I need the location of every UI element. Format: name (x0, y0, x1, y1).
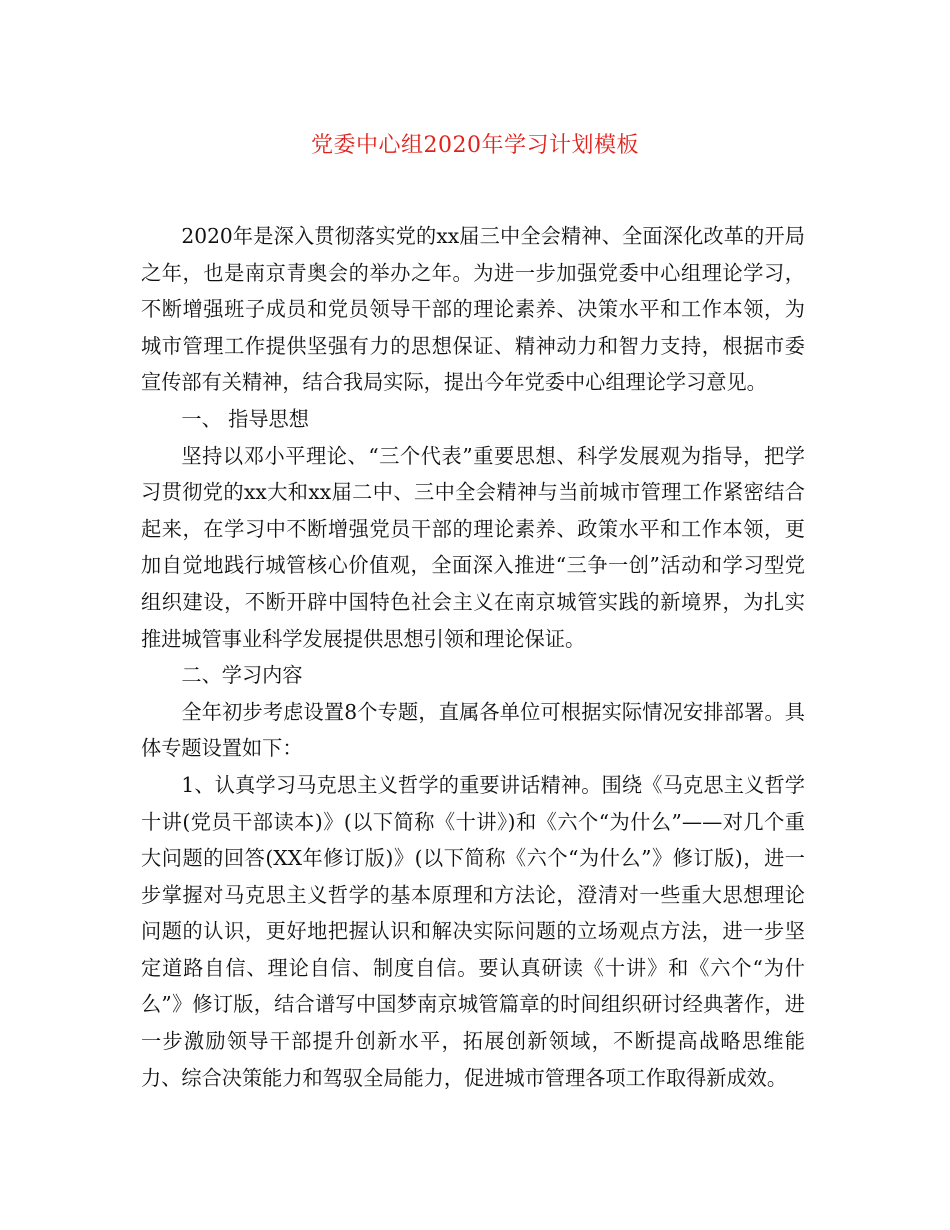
paragraph-topic-1: 1、认真学习马克思主义哲学的重要讲话精神。围绕《马克思主义哲学十讲(党员干部读本)》(以下简称《十讲》)和《六个“为什么”——对几个重大问题的回答(XX年修订版)》(以下简称《六个“为什么”》修订版)，进一步掌握对马克思主义哲学的基本原理和方法论，澄清对一些重大思想理论问题的认识，更好地把握认识和解决实际问题的立场观点方法，进一步坚定道路自信、理论自信、制度自信。要认真研读《十讲》和《六个“为什么”》修订版，结合谱写中国梦南京城管篇章的时间组织研讨经典著作，进一步激励领导干部提升创新水平，拓展创新领域，不断提高战略思维能力、综合决策能力和驾驭全局能力，促进城市管理各项工作取得新成效。 (141, 772, 805, 1090)
paragraph-guiding-thought: 坚持以邓小平理论、“三个代表”重要思想、科学发展观为指导，把学习贯彻党的xx大和xx届二中、三中全会精神与当前城市管理工作紧密结合起来，在学习中不断增强党员干部的理论素养、政策水平和工作本领，更加自觉地践行城管核心价值观，全面深入推进“三争一创”活动和学习型党组织建设，不断开辟中国特色社会主义在南京城管实践的新境界，为扎实推进城管事业科学发展提供思想引领和理论保证。 (141, 443, 805, 651)
section-heading-guiding-thought: 一、 指导思想 (181, 406, 309, 431)
document-body (141, 218, 805, 1096)
paragraph-topics-overview: 全年初步考虑设置8个专题，直属各单位可根据实际情况安排部署。具体专题设置如下： (141, 699, 805, 761)
paragraph-intro: 2020年是深入贯彻落实党的xx届三中全会精神、全面深化改革的开局之年，也是南京青奥会的举办之年。为进一步加强党委中心组理论学习，不断增强班子成员和党员领导干部的理论素养、决策水平和工作本领，为城市管理工作提供坚强有力的思想保证、精神动力和智力支持，根据市委宣传部有关精神，结合我局实际，提出今年党委中心组理论学习意见。 (141, 224, 805, 395)
document-title: 党委中心组2020年学习计划模板 (311, 133, 639, 158)
section-heading-study-content: 二、学习内容 (181, 663, 303, 688)
